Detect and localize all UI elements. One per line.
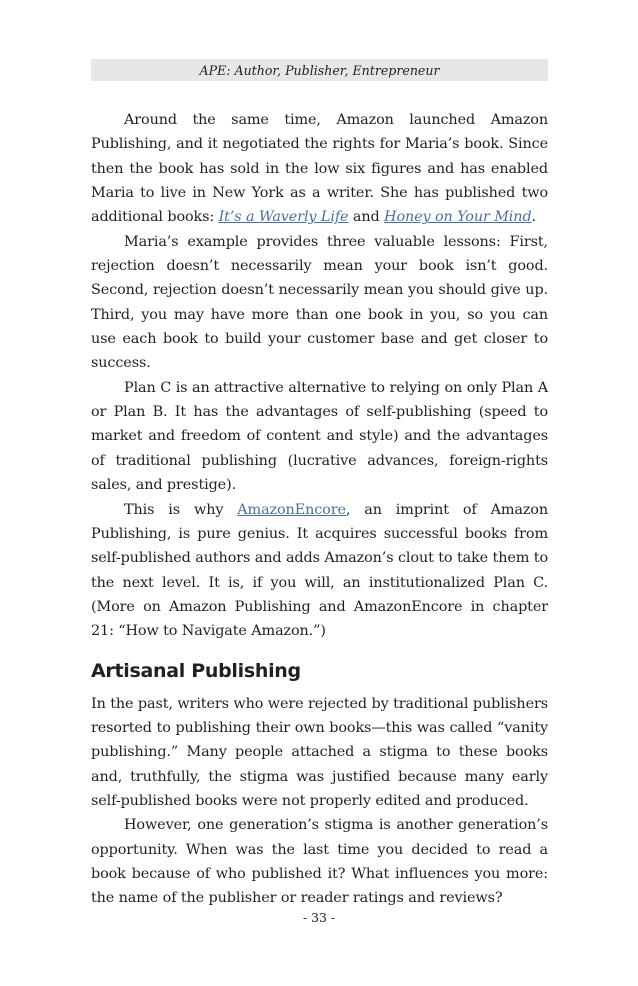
book-link-honey-on-your-mind[interactable]: Honey on Your Mind [384,209,532,226]
paragraph-1-end: . [531,209,537,226]
page-body [91,108,548,911]
amazonencore-link[interactable]: AmazonEncore [237,501,346,518]
book-link-waverly-life[interactable]: It’s a Waverly Life [218,209,349,226]
paragraph-3: Plan C is an attractive alternative to relying on only Plan A or Plan B. It has the advantages of self-publishing (speed to market and freedom of content and style) and the advantages of traditional publishing (lucrative advances, foreign-rights sales, and prestige). [91,379,548,494]
paragraph-5: In the past, writers who were rejected by traditional publishers resorted to publishing their own books—this was called “vanity publishing.” Many people attached a stigma to these books and, truthfully, the stigma was justified because many early self-published books were not properly edited and produced. [91,695,548,809]
paragraph-4-rest: , an imprint of Amazon Publishing, is pure genius. It acquires successful books from self-published authors and adds Amazon’s clout to take them to the next level. It is, if you will, an institutionalized Plan C. (More on Amazon Publishing and AmazonEncore in chapter 21: “How to Navigate Amazon.”) [91,501,548,640]
page-number: - 33 - [302,910,336,925]
running-header [91,59,548,81]
paragraph-4 [91,498,548,644]
paragraph-4-start: This is why [124,501,238,518]
paragraph-1-mid: and [348,209,385,226]
paragraph-6: However, one generation’s stigma is another generation’s opportunity. When was the last time you decided to read a book because of who published it? What influences you more: the name of the publisher or reader ratings and reviews? [91,817,548,907]
section-heading: Artisanal Publishing [91,659,301,682]
running-header-title: APE: Author, Publisher, Entrepreneur [199,62,440,78]
paragraph-2: Maria’s example provides three valuable lessons: First, rejection doesn’t necessarily mean your book isn’t good. Second, rejection doesn’t necessarily mean you should give up. Third, you may have more than one book in you, so you can use each book to build your customer base and get closer to success. [91,233,548,372]
paragraph-1 [91,108,548,230]
paragraph-1-text: Around the same time, Amazon launched Amazon Publishing, and it negotiated the rights for Maria’s book. Since then the book has sold in the low six figures and has enabled Maria to live in New York as a writer. She has published two additional books: [91,112,548,226]
